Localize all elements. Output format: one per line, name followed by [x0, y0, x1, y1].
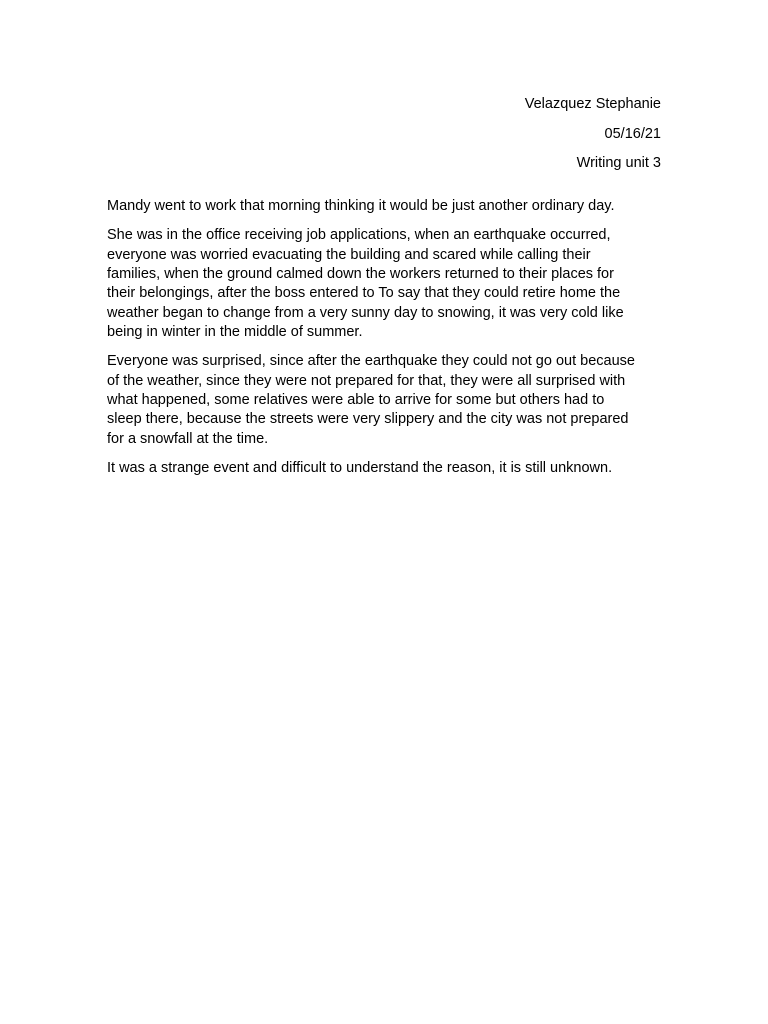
paragraph: She was in the office receiving job applications, when an earthquake occurred, everyone was worried evacuating the building and scared while calling their families, when the ground calmed down the workers returned to their places for their belongings, after the boss entered to To say that they could retire home the weather began to change from a very sunny day to snowing, it was very cold like being in winter in the middle of summer. [107, 227, 624, 340]
document-body [107, 197, 667, 489]
author-name: Velazquez Stephanie [524, 96, 661, 112]
document-header [261, 90, 661, 179]
document-date: 05/16/21 [604, 125, 661, 142]
assignment-title: Writing unit 3 [576, 155, 661, 171]
paragraph: Everyone was surprised, since after the earthquake they could not go out because of the weather, since they were not prepared for that, they were all surprised with what happened, some relatives were able to arrive for some but others had to sleep there, because the streets were very slippery and the city was not prepared for a snowfall at the time. [107, 353, 635, 447]
paragraph: Mandy went to work that morning thinking it would be just another ordinary day. [107, 198, 615, 214]
paragraph: It was a strange event and difficult to understand the reason, it is still unknown. [107, 460, 613, 477]
